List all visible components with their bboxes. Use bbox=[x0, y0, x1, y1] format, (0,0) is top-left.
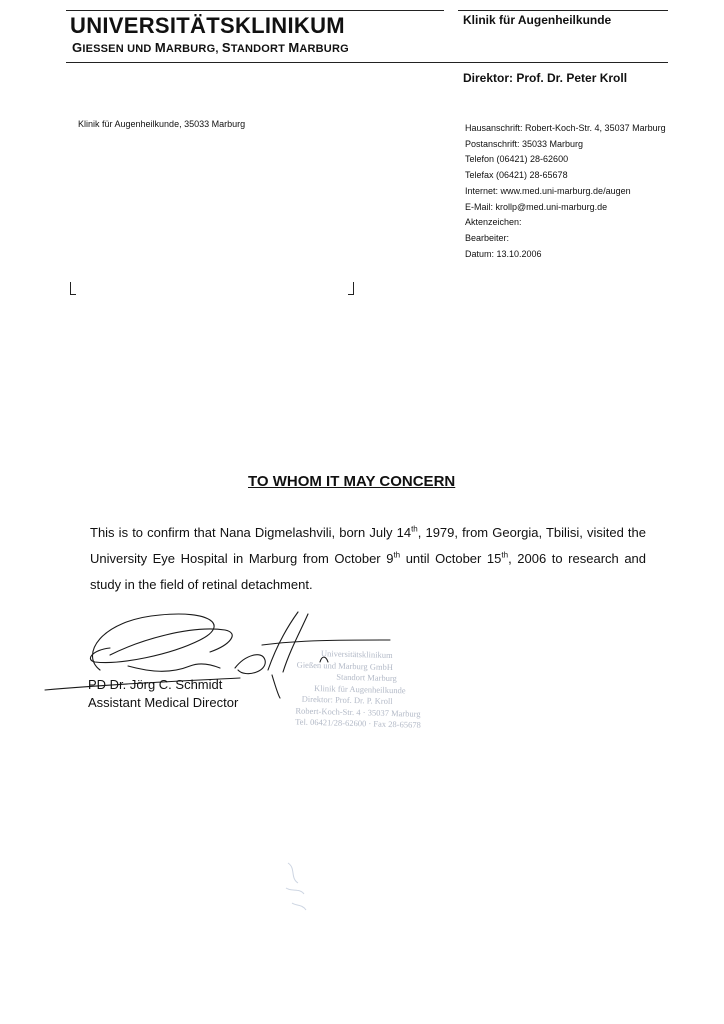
postal-address: Postanschrift: 35033 Marburg bbox=[465, 138, 584, 149]
header-top-rule-right bbox=[458, 10, 668, 11]
signatory-title: Assistant Medical Director bbox=[88, 695, 239, 710]
processor: Bearbeiter: bbox=[465, 232, 510, 243]
phone: Telefon (06421) 28-62600 bbox=[465, 154, 569, 165]
website: Internet: www.med.uni-marburg.de/augen bbox=[465, 185, 631, 196]
fax: Telefax (06421) 28-65678 bbox=[465, 170, 568, 181]
university-name: UNIVERSITÄTSKLINIKUM bbox=[70, 13, 345, 38]
faint-stamp-smudge bbox=[278, 858, 318, 918]
letter-body: This is to confirm that Nana Digmelashvili, born July 14th, 1979, from Georgia, Tbilisi, visited the University Eye Hospital in Marburg from October 9th until October 15th, 2006 to research and study in the field of retinal detachment. bbox=[90, 524, 647, 592]
letter-heading: TO WHOM IT MAY CONCERN bbox=[248, 473, 456, 490]
header-top-rule bbox=[66, 10, 444, 11]
address-window-corner-right bbox=[348, 282, 354, 295]
contact-info-block bbox=[465, 121, 666, 262]
street-address: Hausanschrift: Robert-Koch-Str. 4, 35037 Marburg bbox=[465, 123, 666, 133]
date: Datum: 13.10.2006 bbox=[465, 248, 542, 259]
director-name: Direktor: Prof. Dr. Peter Kroll bbox=[463, 71, 628, 85]
signatory-name: PD Dr. Jörg C. Schmidt bbox=[88, 677, 223, 692]
address-window-corner-left bbox=[70, 282, 76, 295]
institution-stamp: Universitätsklinikum Gießen und Marburg GmbH Standort Marburg Klinik für Augenheilkunde Direktor: Prof. Dr. P. Kroll Robert-Koch-Str. 4 · 35037 Marburg Tel. 06421/28-62600 · Fax 28-65678 bbox=[295, 648, 421, 730]
clinic-name: Klinik für Augenheilkunde bbox=[463, 13, 612, 27]
header-bottom-rule bbox=[66, 62, 668, 63]
return-address: Klinik für Augenheilkunde, 35033 Marburg bbox=[78, 119, 246, 129]
reference-number: Aktenzeichen: bbox=[465, 217, 522, 228]
university-location: GIESSEN UND MARBURG, STANDORT MARBURG bbox=[72, 40, 349, 55]
email: E-Mail: krollp@med.uni-marburg.de bbox=[465, 201, 608, 212]
